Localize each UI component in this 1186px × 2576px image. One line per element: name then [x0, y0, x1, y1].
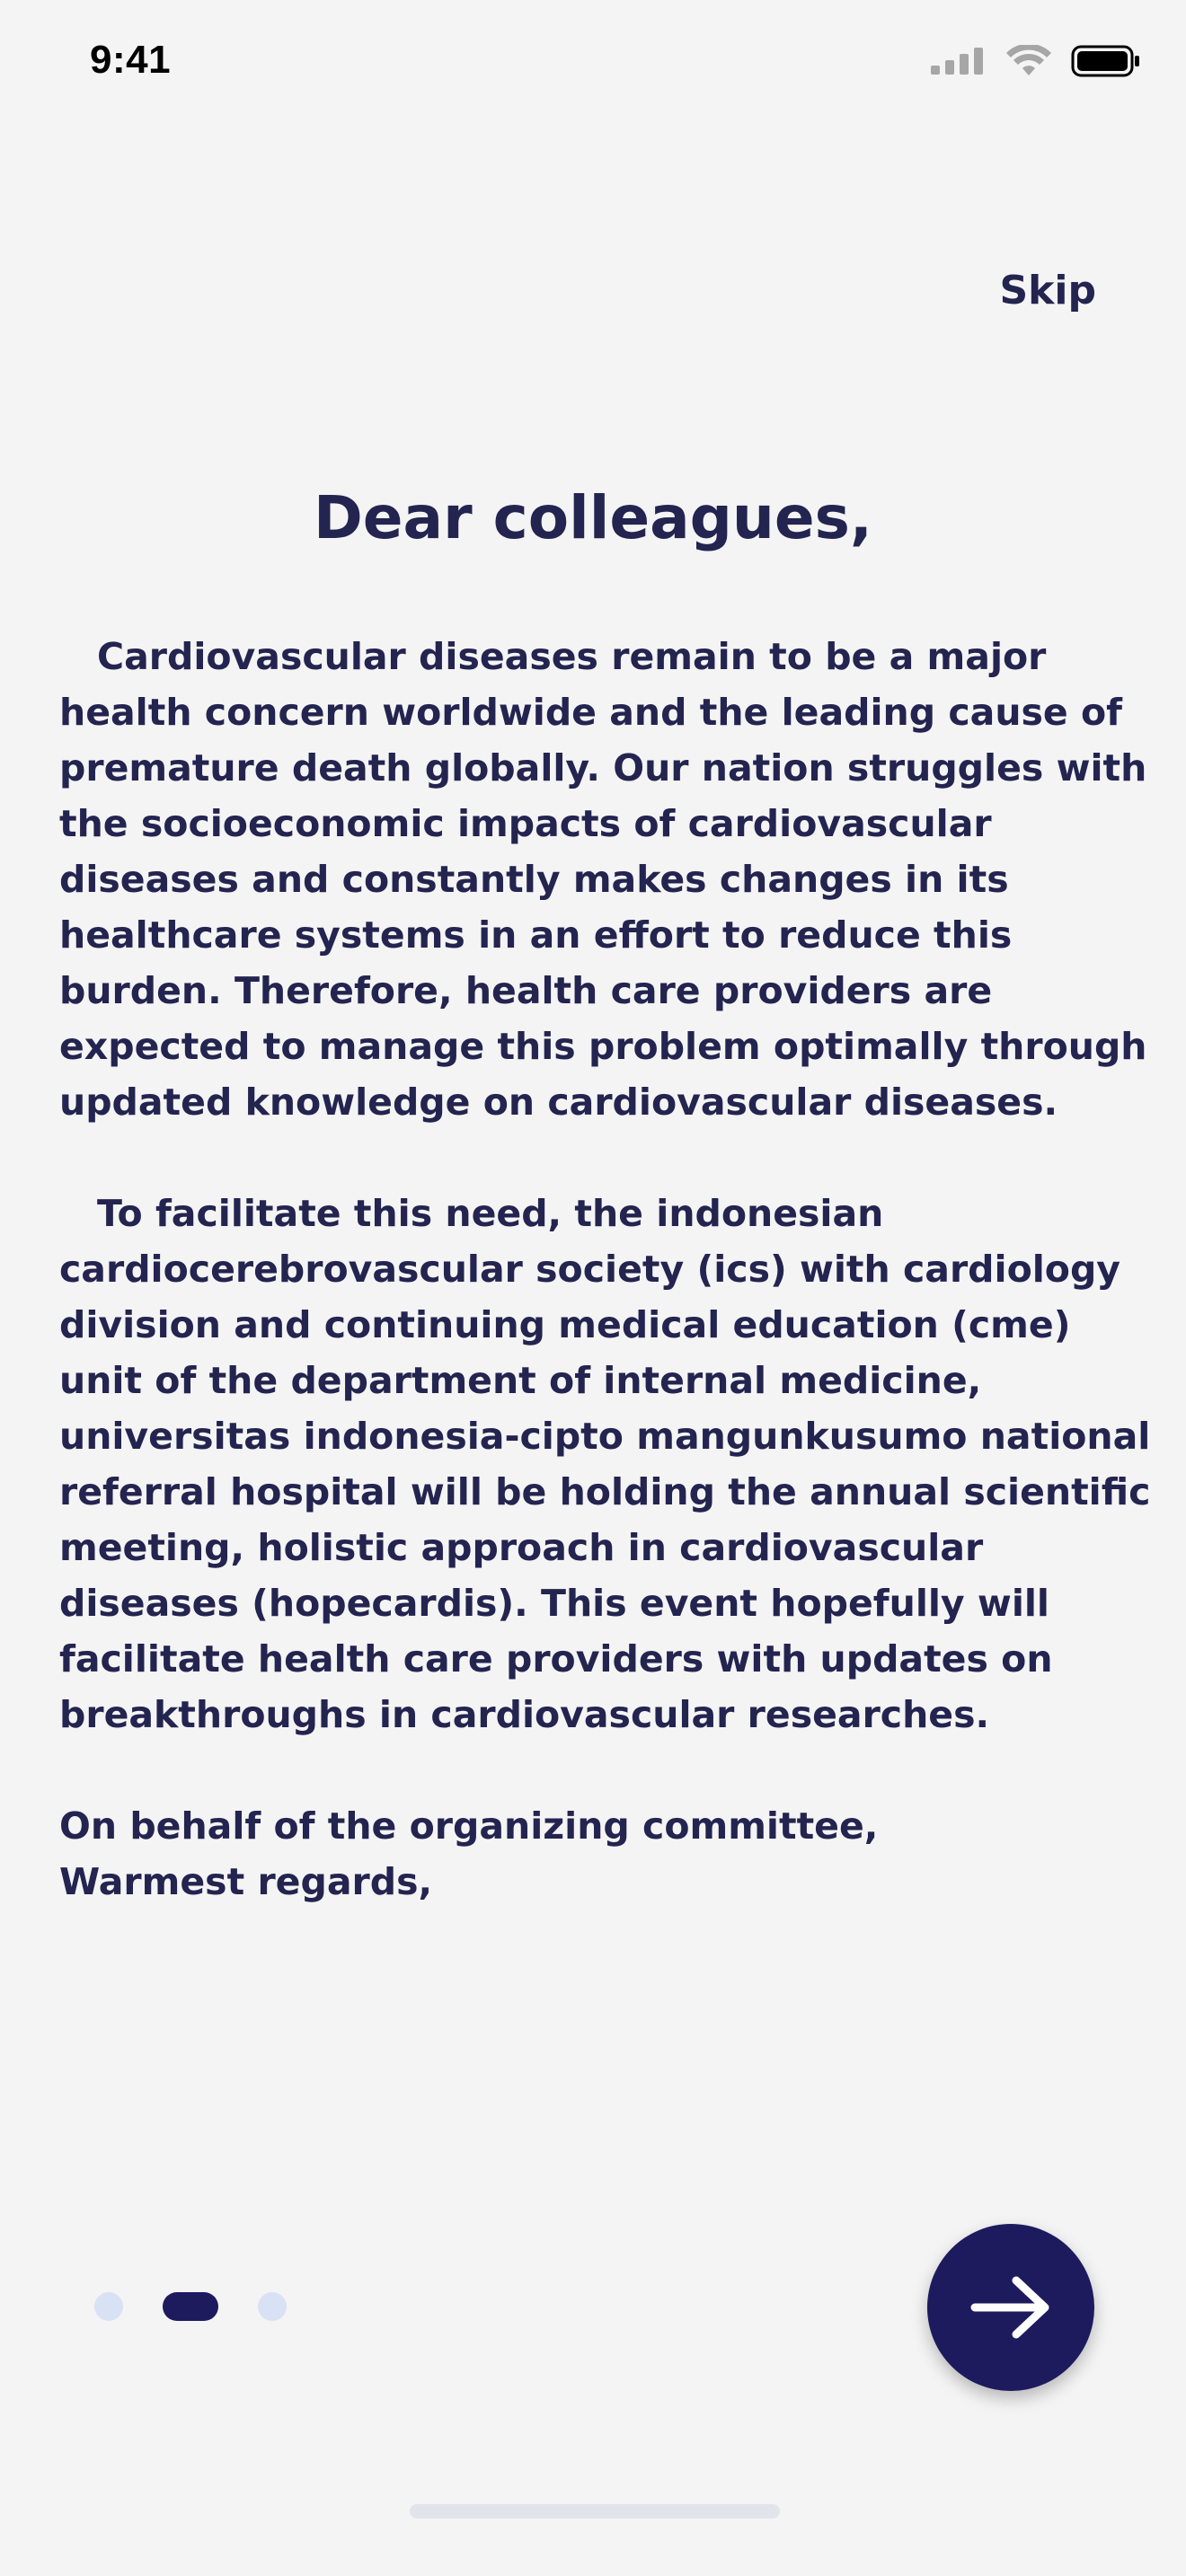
- skip-button[interactable]: Skip: [999, 268, 1096, 313]
- page-dot-2-active[interactable]: [163, 2292, 218, 2321]
- signal-icon: [931, 48, 987, 75]
- arrow-right-icon: [969, 2275, 1052, 2340]
- page-dot-1[interactable]: [94, 2292, 123, 2321]
- page-dot-3[interactable]: [258, 2292, 287, 2321]
- battery-icon: [1071, 45, 1141, 77]
- page-title: Dear colleagues,: [314, 483, 872, 552]
- letter-body: [59, 629, 1155, 1910]
- letter-paragraph-1: Cardiovascular diseases remain to be a major health concern worldwide and the leading cause of premature death globally. Our nation struggles with the socioeconomic impacts of cardiovascular diseases and constantly makes changes in its healthcare systems in an effort to reduce this burden. Therefore, health care providers are expected to manage this problem optimally through updated knowledge on cardiovascular diseases.: [59, 635, 1147, 1124]
- closing-line-2: Warmest regards,: [59, 1860, 433, 1903]
- status-bar: [0, 0, 1186, 126]
- next-button[interactable]: [927, 2224, 1094, 2391]
- wifi-icon: [1006, 45, 1051, 77]
- status-icons: [931, 45, 1141, 77]
- status-time: 9:41: [90, 38, 172, 82]
- home-indicator: [410, 2504, 780, 2519]
- letter-paragraph-2: To facilitate this need, the indonesian cardiocerebrovascular society (ics) with cardiology division and continuing medical education (cme) unit of the department of internal medicine, universitas indonesia-cipto mangunkusumo national referral hospital will be holding the annual scientific meeting, holistic approach in cardiovascular diseases (hopecardis). This event hopefully will facilitate health care providers with updates on breakthroughs in cardiovascular researches.: [59, 1192, 1151, 1736]
- page-indicator: [94, 2292, 287, 2321]
- closing-line-1: On behalf of the organizing committee,: [59, 1804, 879, 1848]
